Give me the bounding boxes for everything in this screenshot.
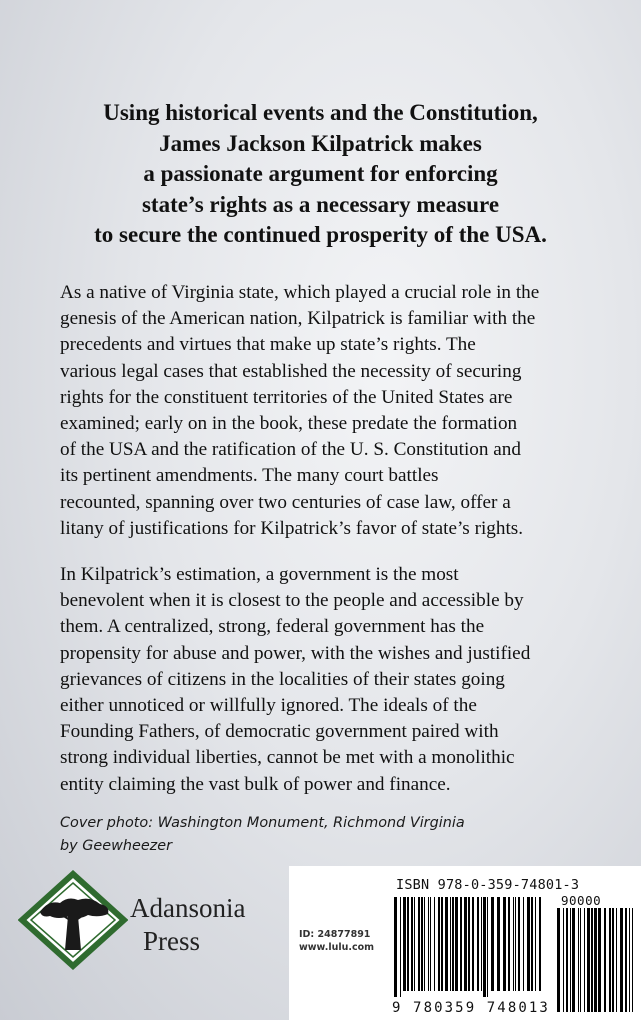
- barcode-bar: [441, 897, 443, 991]
- barcode-bar: [407, 897, 409, 991]
- headline-line: James Jackson Kilpatrick makes: [159, 130, 482, 156]
- publisher-name: [130, 892, 245, 958]
- headline-line: a passionate argument for enforcing: [143, 161, 498, 186]
- baobab-tree-diamond-icon: [18, 870, 128, 970]
- paragraph-line: rights for the constituent territories of the United States are: [60, 386, 513, 408]
- ean-barcode: [394, 897, 544, 997]
- barcode-bar: [477, 897, 479, 991]
- barcode-bar: [394, 897, 397, 997]
- barcode-bar: [424, 897, 425, 991]
- price-code: 90000: [561, 893, 602, 908]
- paragraph-line: Founding Fathers, of democratic government paired with: [60, 721, 499, 743]
- barcode-panel: [289, 866, 641, 1020]
- addon-barcode: [557, 908, 635, 1018]
- barcode-bar: [629, 908, 630, 1012]
- barcode-bar: [460, 897, 462, 991]
- barcode-bar: [472, 897, 474, 991]
- barcode-bar: [584, 908, 585, 1012]
- paragraph-line: them. A centralized, strong, federal government has the: [60, 616, 485, 638]
- barcode-bar: [468, 897, 470, 991]
- barcode-bar: [557, 908, 560, 1012]
- barcode-bar: [438, 897, 440, 991]
- description-paragraph-2: [60, 562, 632, 798]
- paragraph-line: examined; early on in the book, these predate the formation: [60, 413, 518, 435]
- barcode-bar: [523, 897, 524, 991]
- paragraph-line: strong individual liberties, cannot be met with a monolithic: [60, 747, 515, 769]
- barcode-bar: [491, 897, 494, 991]
- barcode-bar: [445, 897, 448, 991]
- barcode-bar: [572, 908, 575, 1012]
- headline-line: Using historical events and the Constitution,: [103, 100, 538, 125]
- barcode-bar: [414, 897, 415, 991]
- paragraph-line: of the USA and the ratification of the U. S. Constitution and: [60, 439, 521, 461]
- paragraph-line: its pertinent amendments. The many court battles: [60, 465, 439, 487]
- barcode-bar: [403, 897, 406, 991]
- isbn-label: ISBN 978-0-359-74801-3: [396, 877, 580, 893]
- paragraph-line: propensity for abuse and power, with the wishes and justified: [60, 642, 531, 664]
- barcode-bar: [531, 897, 533, 991]
- barcode-bar: [430, 897, 431, 991]
- description-paragraph-1: [60, 280, 632, 542]
- barcode-bar: [518, 897, 520, 991]
- barcode-bar: [481, 897, 482, 991]
- barcode-bar: [591, 908, 593, 1012]
- barcode-bar: [527, 897, 530, 991]
- barcode-bar: [455, 897, 458, 991]
- barcode-bar: [570, 908, 571, 1012]
- barcode-bar: [609, 908, 611, 1012]
- barcode-bar: [632, 908, 633, 1012]
- paragraph-line: entity claiming the vast bulk of power and finance.: [60, 773, 451, 795]
- credit-line-1: Cover photo: Washington Monument, Richmond Virginia: [60, 815, 465, 831]
- headline-line: to secure the continued prosperity of the USA.: [94, 222, 547, 247]
- paragraph-line: benevolent when it is closest to the people and accessible by: [60, 590, 524, 612]
- barcode-bar: [411, 897, 413, 991]
- barcode-bar: [464, 897, 467, 991]
- paragraph-line: recounted, spanning over two centuries of case law, offer a: [60, 491, 511, 513]
- lulu-site: www.lulu.com: [299, 942, 375, 953]
- paragraph-line: As a native of Virginia state, which played a crucial role in the: [60, 282, 540, 303]
- barcode-bar: [452, 897, 454, 991]
- barcode-bar: [587, 908, 590, 1012]
- barcode-bar: [578, 908, 579, 1012]
- paragraph-line: various legal cases that established the necessity of securing: [60, 360, 522, 382]
- lulu-id-block: [299, 928, 374, 954]
- barcode-bar: [428, 897, 429, 991]
- credit-line-2: by Geewheezer: [60, 838, 173, 854]
- publisher-name-line-2: Press: [143, 926, 201, 956]
- barcode-bar: [594, 908, 597, 1012]
- barcode-bar: [513, 897, 514, 991]
- isbn-digits: 9 780359 748013: [392, 1000, 550, 1016]
- headline-line: state’s rights as a necessary measure: [141, 191, 500, 217]
- publisher-name-line-1: Adansonia: [130, 893, 246, 923]
- barcode-bar: [487, 897, 488, 997]
- barcode-bar: [503, 897, 506, 991]
- barcode-bar: [450, 897, 451, 991]
- barcode-bar: [563, 908, 564, 1012]
- barcode-bar: [625, 908, 627, 1012]
- barcode-bar: [620, 908, 623, 1012]
- barcode-bar: [418, 897, 420, 991]
- barcode-bar: [434, 897, 435, 991]
- paragraph-line: genesis of the American nation, Kilpatrick is familiar with the: [60, 308, 536, 330]
- barcode-bar: [483, 897, 486, 997]
- paragraph-line: either unnoticed or willfully ignored. The ideals of the: [60, 695, 477, 717]
- barcode-bar: [400, 897, 401, 997]
- barcode-bar: [539, 897, 541, 991]
- back-cover-headline: [20, 98, 621, 251]
- barcode-bar: [515, 897, 516, 991]
- barcode-bar: [604, 908, 606, 1012]
- paragraph-line: litany of justifications for Kilpatrick’s favor of state’s rights.: [60, 517, 524, 539]
- barcode-bar: [566, 908, 568, 1012]
- barcode-bar: [421, 897, 423, 991]
- barcode-bar: [616, 908, 617, 1012]
- barcode-bar: [535, 897, 536, 991]
- barcode-bar: [612, 908, 614, 1012]
- barcode-bar: [508, 897, 510, 991]
- paragraph-line: precedents and virtues that make up state’s rights. The: [60, 334, 476, 356]
- barcode-bar: [580, 908, 581, 1012]
- cover-photo-credit: [60, 812, 465, 858]
- lulu-id: ID: 24877891: [299, 929, 371, 940]
- paragraph-line: In Kilpatrick’s estimation, a government is the most: [60, 564, 459, 585]
- barcode-bar: [497, 897, 500, 991]
- barcode-bar: [598, 908, 601, 1012]
- paragraph-line: grievances of citizens in the localities of their states going: [60, 668, 505, 690]
